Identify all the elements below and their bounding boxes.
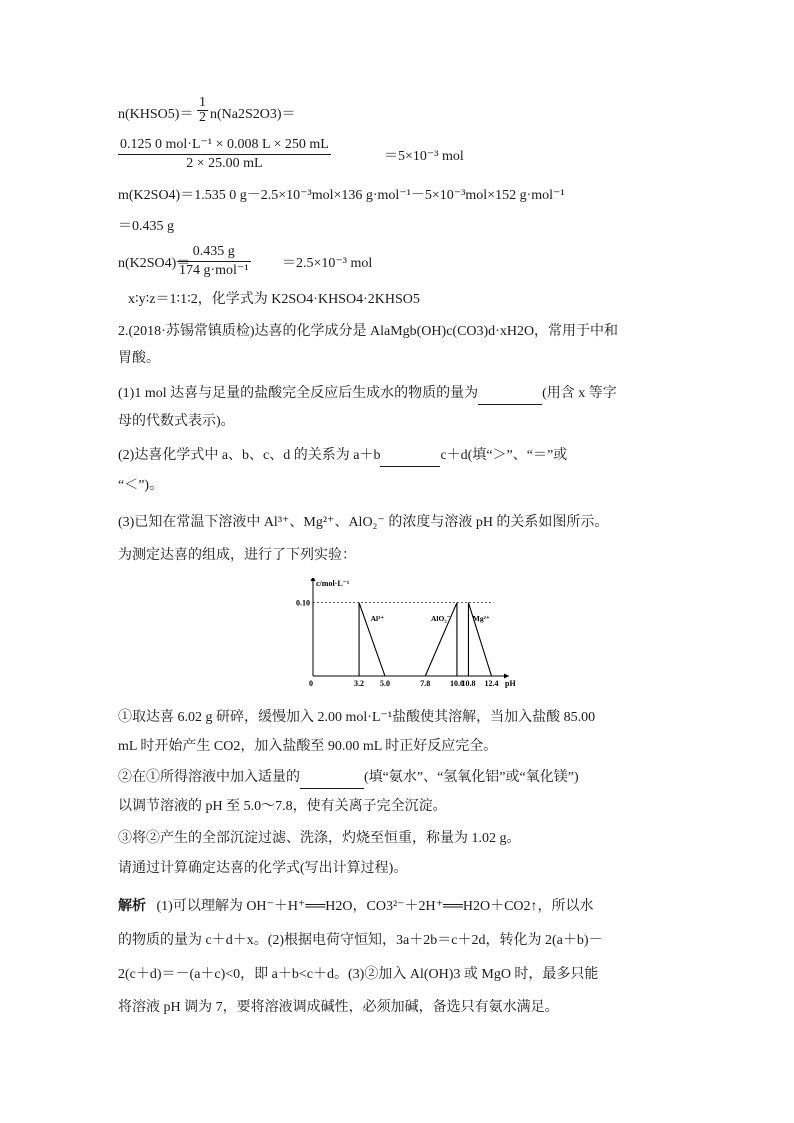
step2-line1: [118, 768, 579, 789]
calc-fraction-1-result: ＝5×10⁻³ mol: [384, 149, 464, 164]
n-k2so4-result: ＝2.5×10⁻³ mol: [282, 256, 373, 271]
y-axis-label: c/mol·L⁻¹: [316, 579, 350, 588]
n-k2so4-num: 0.435 g: [192, 244, 235, 259]
q2-part2-answer-blank[interactable]: [380, 446, 440, 467]
analysis-line3: 2(c＋d)＝－(a＋c)<0，即 a＋b<c＋d。(3)②加入 Al(OH)3 或 MgO 时，最多只能: [118, 967, 599, 982]
analysis-label: 解析: [118, 899, 146, 914]
x-tick-label: 10.8: [461, 679, 476, 688]
y-axis-arrow: [311, 578, 316, 581]
step1-line1: ①取达喜 6.02 g 研碎，缓慢加入 2.00 mol·L⁻¹盐酸使其溶解，当加入盐酸 85.00: [118, 710, 596, 725]
x-tick-label: 10.0: [449, 679, 464, 688]
x-tick-label: 7.8: [420, 679, 431, 688]
analysis-line4: 将溶液 pH 调为 7，要将溶液调成碱性，必须加碱，备选只有氨水满足。: [118, 1000, 559, 1015]
analysis-line2: 的物质的量为 c＋d＋x。(2)根据电荷守恒知，3a＋2b＝c＋2d，转化为 2(a＋b)－: [118, 933, 603, 948]
n-k2so4-lhs: n(K2SO4)＝: [118, 256, 191, 271]
q2-part3-line2: 为测定达喜的组成，进行了下列实验：: [118, 548, 356, 563]
q2-part1-answer-blank[interactable]: [478, 384, 542, 405]
x-tick-label: 0: [309, 679, 313, 688]
n-khso5-lhs: n(KHSO5)＝: [118, 107, 194, 122]
ask-line: 请通过计算确定达喜的化学式(写出计算过程)。: [118, 861, 408, 876]
n-k2so4-fraction: [177, 243, 251, 280]
q2-part3-line1: (3)已知在常温下溶液中 Al³⁺、Mg²⁺、AlO₂⁻ 的浓度与溶液 pH 的关系如图所示。: [118, 515, 609, 530]
n-k2so4-den: 174 g·mol⁻¹: [179, 263, 249, 278]
step1-line2: mL 时开始产生 CO2，加入盐酸至 90.00 mL 时正好反应完全。: [118, 739, 498, 754]
q2-intro-line2: 胃酸。: [118, 351, 160, 366]
analysis-line1: [118, 897, 594, 917]
concentration-ph-chart: [280, 578, 520, 693]
series-label-1: AlO₂⁻: [431, 614, 451, 623]
q2-part2-text-a: (2)达喜化学式中 a、b、c、d 的关系为 a＋b: [118, 448, 381, 463]
n-khso5-line: [118, 105, 193, 125]
mass-k2so4-result: ＝0.435 g: [118, 219, 174, 234]
n-na2s2o3: n(Na2S2O3)＝: [210, 107, 296, 122]
calc-fraction-1-num: 0.125 0 mol·L⁻¹ × 0.008 L × 250 mL: [120, 137, 329, 152]
calc-fraction-1: [118, 136, 331, 173]
x-tick-label: 5.0: [379, 679, 390, 688]
step2-text-b: (填“氨水”、“氢氧化铝”或“氧化镁”): [364, 770, 579, 785]
step3-line: ③将②产生的全部沉淀过滤、洗涤，灼烧至恒重，称量为 1.02 g。: [118, 831, 521, 846]
q2-part2-line1: [118, 446, 567, 467]
q2-part2-text-b: c＋d(填“＞”、“＝”或: [440, 448, 568, 463]
y-tick-label: 0.10: [296, 598, 310, 608]
step2-answer-blank[interactable]: [300, 768, 364, 789]
q2-part1-text-a: (1)1 mol 达喜与足量的盐酸完全反应后生成水的物质的量为: [118, 386, 479, 401]
series-label-2: Mg²⁺: [472, 614, 490, 623]
q2-part1-text-b: (用含 x 等字: [542, 386, 617, 401]
q2-part1-line2: 母的代数式表示)。: [118, 414, 235, 429]
mass-k2so4-line: m(K2SO4)＝1.535 0 g－2.5×10⁻³mol×136 g·mol⁻¹－5×10⁻³mol×152 g·mol⁻¹: [118, 188, 565, 203]
x-tick-label: 3.2: [354, 679, 365, 688]
half-fraction: [197, 96, 208, 125]
q2-intro-line1: 2.(2018·苏锡常镇质检)达喜的化学成分是 AlaMgb(OH)c(CO3)d·xH2O，常用于中和: [118, 324, 619, 339]
x-tick-label: 12.4: [484, 679, 499, 688]
q2-part2-line2: “＜”)。: [118, 478, 164, 493]
half-den: 2: [199, 110, 206, 125]
series-label-0: Al³⁺: [370, 614, 385, 623]
step2-line2: 以调节溶液的 pH 至 5.0～7.8，使有关离子完全沉淀。: [118, 799, 447, 814]
half-num: 1: [199, 95, 206, 110]
analysis-text-1: (1)可以理解为 OH⁻＋H⁺══H2O，CO3²⁻＋2H⁺══H2O＋CO2↑，所以水: [156, 899, 594, 914]
x-axis-arrow: [504, 674, 509, 679]
x-axis-label: pH: [505, 679, 516, 688]
step2-text-a: ②在①所得溶液中加入适量的: [118, 770, 300, 785]
calc-fraction-1-den: 2 × 25.00 mL: [186, 156, 263, 171]
ratio-line: x∶y∶z＝1∶1∶2，化学式为 K2SO4·KHSO4·2KHSO5: [128, 292, 420, 307]
q2-part1-line1: [118, 384, 617, 405]
